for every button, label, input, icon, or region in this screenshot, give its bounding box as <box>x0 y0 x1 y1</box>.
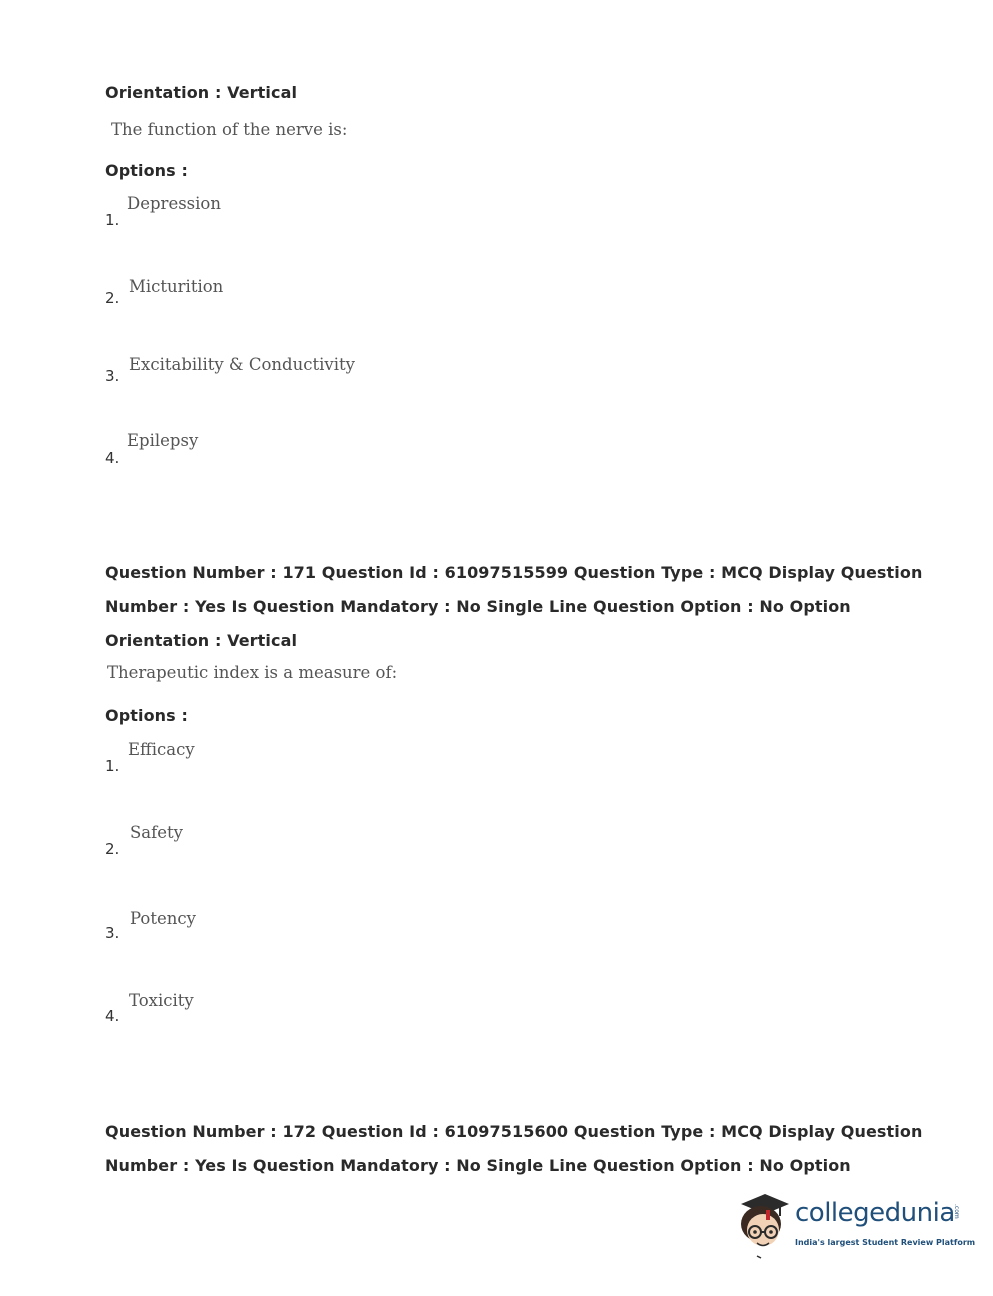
question-text: Therapeutic index is a measure of: <box>107 663 398 682</box>
options-label: Options : <box>105 161 188 180</box>
option-text: Safety <box>130 823 183 842</box>
mascot-icon <box>735 1190 793 1260</box>
option-text: Micturition <box>129 277 224 296</box>
logo-tagline: India's largest Student Review Platform <box>795 1238 976 1247</box>
option-text: Depression <box>127 194 221 213</box>
question-meta-line: Number : Yes Is Question Mandatory : No Single Line Question Option : No Option <box>105 1156 851 1175</box>
option-number: 1. <box>105 757 120 775</box>
question-text: The function of the nerve is: <box>111 120 348 139</box>
option-number: 4. <box>105 449 120 467</box>
option-number: 3. <box>105 924 120 942</box>
question-meta-line: Number : Yes Is Question Mandatory : No Single Line Question Option : No Option <box>105 597 851 616</box>
collegedunia-logo <box>735 1190 976 1260</box>
option-number: 3. <box>105 367 120 385</box>
logo-wordmark: collegedunia <box>795 1198 955 1228</box>
option-text: Epilepsy <box>127 431 199 450</box>
option-number: 4. <box>105 1007 120 1025</box>
question-meta-line: Question Number : 172 Question Id : 61097515600 Question Type : MCQ Display Question <box>105 1122 923 1141</box>
option-number: 2. <box>105 289 120 307</box>
option-number: 2. <box>105 840 120 858</box>
option-text: Toxicity <box>129 991 194 1010</box>
question-meta-line: Question Number : 171 Question Id : 61097515599 Question Type : MCQ Display Question <box>105 563 923 582</box>
option-number: 1. <box>105 211 120 229</box>
options-label: Options : <box>105 706 188 725</box>
orientation-label: Orientation : Vertical <box>105 631 298 650</box>
option-text: Efficacy <box>128 740 195 759</box>
logo-dotcom: .com <box>953 1204 960 1219</box>
option-text: Excitability & Conductivity <box>129 355 355 374</box>
option-text: Potency <box>130 909 196 928</box>
orientation-label: Orientation : Vertical <box>105 83 298 102</box>
